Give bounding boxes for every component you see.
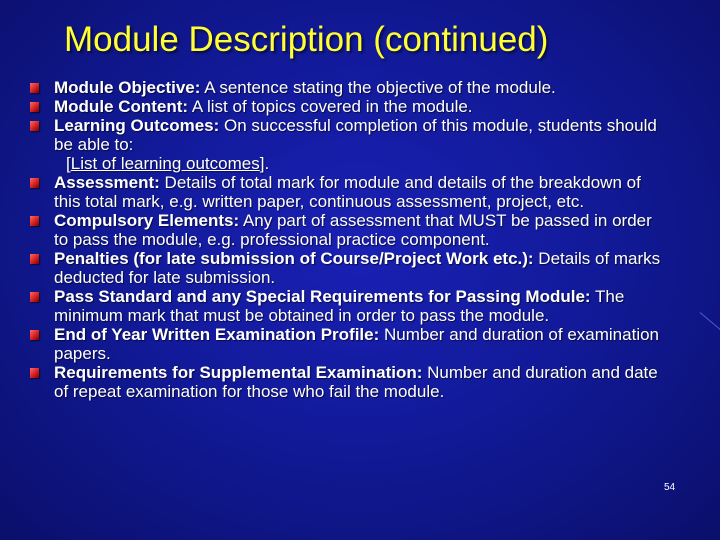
list-item-compulsory-elements: [30, 211, 670, 249]
decorative-line: [700, 312, 720, 335]
bullet-icon: [30, 102, 39, 112]
learning-outcomes-link[interactable]: List of learning outcomes: [70, 154, 260, 173]
item-text: Any part of assessment that MUST be passed in order to pass the module, e.g. professional practice component.: [54, 211, 652, 249]
item-label: Learning Outcomes:: [54, 116, 220, 135]
item-label: Compulsory Elements:: [54, 211, 240, 230]
slide-title: Module Description (continued): [64, 20, 549, 59]
list-item-supplemental-examination: [30, 363, 670, 401]
list-item-pass-standard: [30, 287, 670, 325]
item-text: A list of topics covered in the module.: [188, 97, 473, 116]
bullet-icon: [30, 368, 39, 378]
item-text: The minimum mark that must be obtained in order to pass the module.: [54, 287, 625, 325]
sub-item-close: ].: [259, 154, 270, 173]
bullet-icon: [30, 292, 39, 302]
bullet-icon: [30, 121, 39, 131]
item-label: Requirements for Supplemental Examination:: [54, 363, 423, 382]
item-text: A sentence stating the objective of the module.: [200, 78, 556, 97]
item-label: Assessment:: [54, 173, 160, 192]
bullet-icon: [30, 178, 39, 188]
item-label: Module Content:: [54, 97, 189, 116]
list-item-learning-outcomes: [30, 116, 670, 154]
list-item-module-content: [30, 97, 670, 116]
sub-item-open: [: [66, 154, 71, 173]
list-item-penalties: [30, 249, 670, 287]
item-text: Number and duration and date of repeat examination for those who fail the module.: [54, 363, 658, 401]
item-text: Details of marks deducted for late submission.: [54, 249, 661, 287]
bullet-icon: [30, 216, 39, 226]
item-label: Pass Standard and any Special Requirements for Passing Module:: [54, 287, 591, 306]
bullet-icon: [30, 83, 39, 93]
bullet-icon: [30, 330, 39, 340]
item-label: End of Year Written Examination Profile:: [54, 325, 380, 344]
item-label: Penalties (for late submission of Course/Project Work etc.):: [54, 249, 534, 268]
item-text: On successful completion of this module, students should be able to:: [54, 116, 657, 154]
bullet-list: [30, 78, 670, 401]
list-item-module-objective: [30, 78, 670, 97]
list-item-written-examination: [30, 325, 670, 363]
item-text: Number and duration of examination papers.: [54, 325, 660, 363]
item-text: Details of total mark for module and details of the breakdown of this total mark, e.g. written paper, continuous assessment, project, etc.: [54, 173, 641, 211]
bullet-icon: [30, 254, 39, 264]
sub-item-learning-outcomes: [30, 154, 670, 173]
list-item-assessment: [30, 173, 670, 211]
item-label: Module Objective:: [54, 78, 201, 97]
page-number: 54: [664, 482, 676, 493]
